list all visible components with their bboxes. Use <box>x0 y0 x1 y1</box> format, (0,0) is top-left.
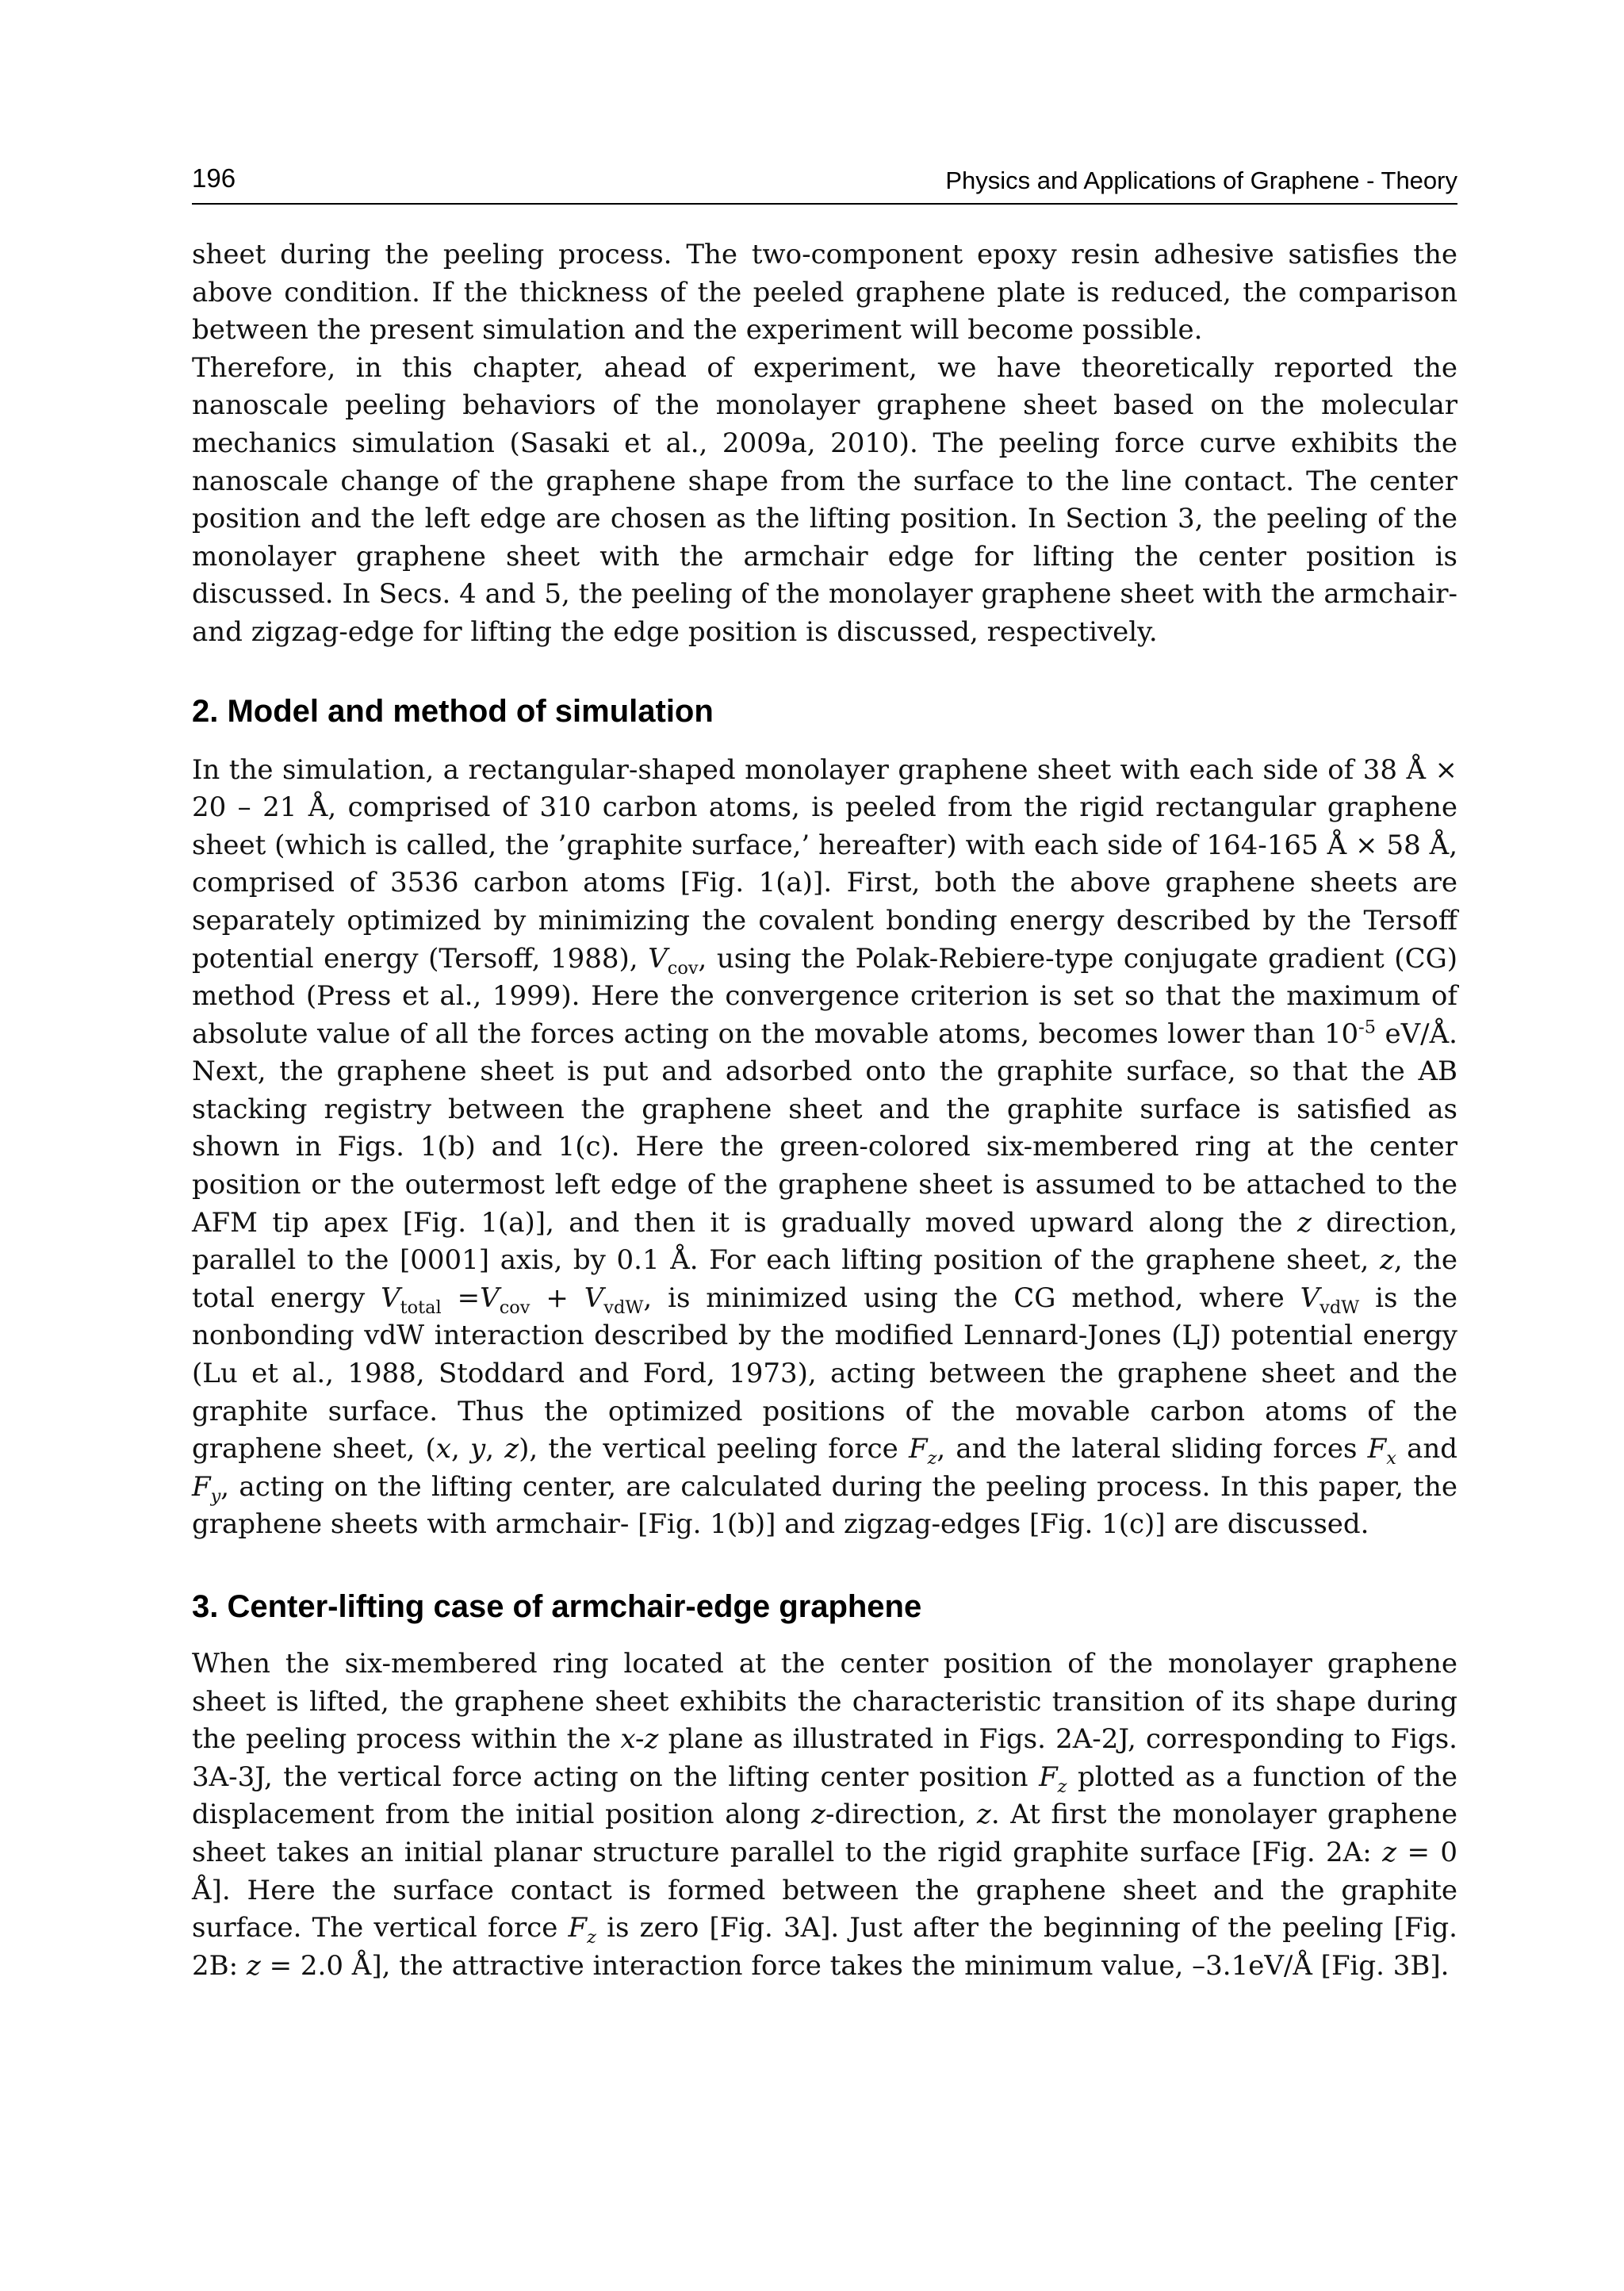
page-number: 196 <box>192 163 236 193</box>
section-2-paragraph: In the simulation, a rectangular-shaped monolayer graphene sheet with each side of 38 Å × 20 – 21 Å, comprised of 310 carbon atoms, is peeled from the rigid rectangular graphene sheet (which is called, the ’graphite surface,’ hereafter) with each side of 164-165 Å × 58 Å, comprised of 3536 carbon atoms [Fig. 1(a)]. First, both the above graphene sheets are separately optimized by minimizing the covalent bonding energy described by the Tersoff potential energy (Tersoff, 1988), $V_{cov}$, using the Polak-Rebiere-type conjugate gradient (CG) method (Press et al., 1999). Here the convergence criterion is set so that the maximum of absolute value of all the forces acting on the movable atoms, becomes lower than $10^{-5}$ eV/Å. Next, the graphene sheet is put and adsorbed onto the graphite surface, so that the AB stacking registry between the graphene sheet and the graphite surface is satisfied as shown in Figs. 1(b) and 1(c). Here the green-colored six-membered ring at the center position or the outermost left edge of the graphene sheet is assumed to be attached to the AFM tip apex [Fig. 1(a)], and then it is gradually moved upward along the z direction, parallel to the [0001] axis, by 0.1 Å. For each lifting position of the graphene sheet, z, the total energy $V_{total} =V_{cov} + V_{vdW}$, is minimized using the CG method, where $V_{vdW}$ is the nonbonding vdW interaction described by the modified Lennard-Jones (LJ) potential energy (Lu et al., 1988, Stoddard and Ford, 1973), acting between the graphene sheet and the graphite surface. Thus the optimized positions of the movable carbon atoms of the graphene sheet, (x, y, z), the vertical peeling force $F_z$, and the lateral sliding forces $F_x$ and $F_y$, acting on the lifting center, are calculated during the peeling process. In this paper, the graphene sheets with armchair- [Fig. 1(b)] and zigzag-edges [Fig. 1(c)] are discussed. <box>192 753 1458 1541</box>
book-title: Physics and Applications of Graphene - Theory <box>945 167 1457 194</box>
paragraph-2: Therefore, in this chapter, ahead of experiment, we have theoretically reported the nanoscale peeling behaviors of the monolayer graphene sheet based on the molecular mechanics simulation (Sasaki et al., 2009a, 2010). The peeling force curve exhibits the nanoscale change of the graphene shape from the surface to the line contact. The center position and the left edge are chosen as the lifting position. In Section 3, the peeling of the monolayer graphene sheet with the armchair edge for lifting the center position is discussed. In Secs. 4 and 5, the peeling of the monolayer graphene sheet with the armchair- and zigzag-edge for lifting the edge position is discussed, respectively. <box>192 351 1457 648</box>
section-2-heading: 2. Model and method of simulation <box>192 693 714 729</box>
page-body <box>192 236 1457 1985</box>
section-3-heading: 3. Center-lifting case of armchair-edge graphene <box>192 1589 922 1624</box>
paragraph-1: sheet during the peeling process. The two-component epoxy resin adhesive satisfies the above condition. If the thickness of the peeled graphene plate is reduced, the comparison between the present simulation and the experiment will become possible. <box>192 239 1457 347</box>
section-3-paragraph: When the six-membered ring located at the center position of the monolayer graphene sheet is lifted, the graphene sheet exhibits the characteristic transition of its shape during the peeling process within the x-z plane as illustrated in Figs. 2A-2J, corresponding to Figs. 3A-3J, the vertical force acting on the lifting center position $F_z$ plotted as a function of the displacement from the initial position along z-direction, z. At first the monolayer graphene sheet takes an initial planar structure parallel to the rigid graphite surface [Fig. 2A: z = 0 Å]. Here the surface contact is formed between the graphene sheet and the graphite surface. The vertical force $F_z$ is zero [Fig. 3A]. Just after the beginning of the peeling [Fig. 2B: z = 2.0 Å], the attractive interaction force takes the minimum value, –3.1eV/Å [Fig. 3B]. <box>192 1648 1457 1982</box>
running-header <box>192 162 1457 205</box>
